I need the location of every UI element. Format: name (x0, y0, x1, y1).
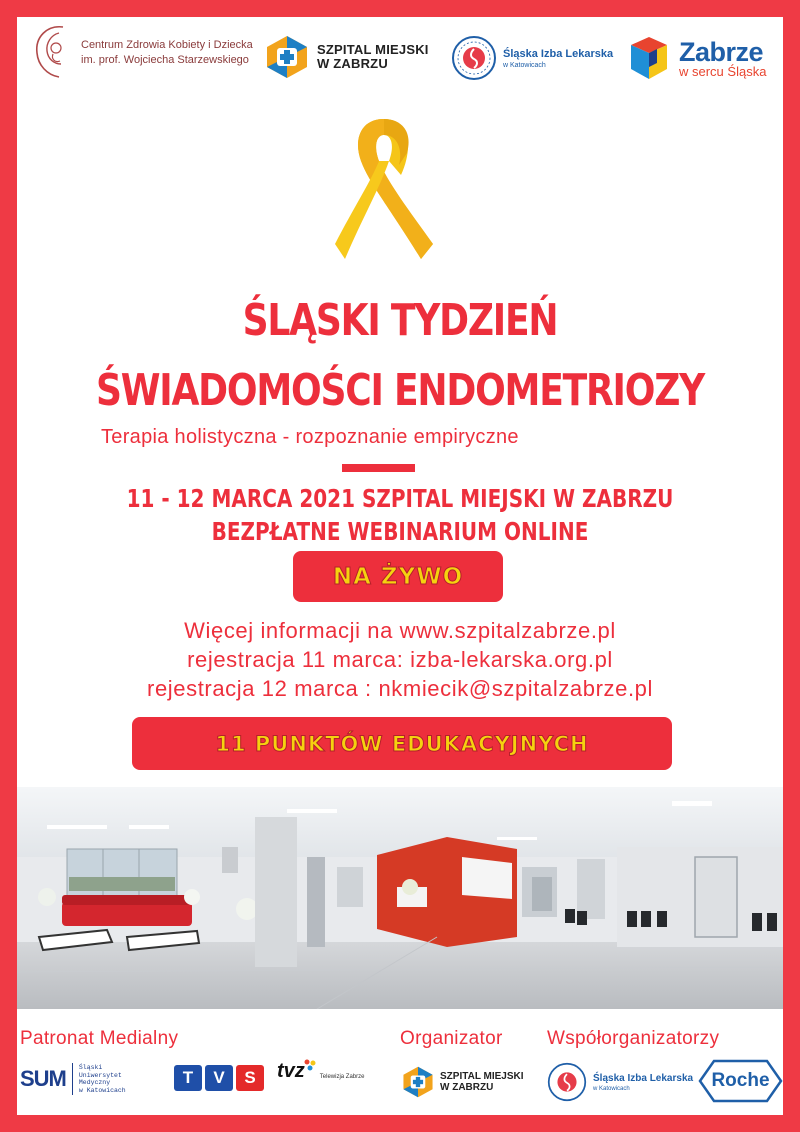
title-line1: ŚLĄSKI TYDZIEŃ (242, 295, 558, 346)
footer-szpital-line2: W ZABRZU (440, 1082, 494, 1093)
izba-seal-icon (451, 35, 497, 81)
info-registration-day2[interactable]: rejestracja 12 marca : nkmiecik@szpitalzabrze.pl (147, 676, 653, 701)
subtitle: Terapia holistyczna - rozpoznanie empiryczne (101, 426, 519, 448)
footer-izba-line2: w Katowicach (593, 1085, 630, 1092)
hospital-lobby-photo (17, 787, 783, 1009)
czkd-line1: Centrum Zdrowia Kobiety i Dziecka (81, 39, 253, 51)
footer-izba-line1: Śląska Izba Lekarska (593, 1072, 694, 1084)
sum-desc3: Medyczny (78, 1079, 111, 1086)
points-badge: 11 PUNKTÓW EDUKACYJNYCH (132, 717, 672, 770)
szpital-miejski-logo (265, 35, 429, 79)
zabrze-tagline: w sercu Śląska (679, 64, 767, 79)
footer-szpital-logo (402, 1066, 524, 1098)
izba-lekarska-logo (451, 35, 613, 81)
poster-sheet (17, 17, 783, 1115)
roche-word: Roche (711, 1070, 770, 1091)
organizator-label: Organizator (400, 1028, 503, 1049)
tvs-letter-v: V (205, 1065, 233, 1091)
izba-line2: w Katowicach (503, 61, 546, 69)
live-badge: NA ŻYWO (293, 551, 503, 602)
mother-child-icon (29, 23, 75, 83)
tvs-letter-t: T (174, 1065, 202, 1091)
event-dates: 11 - 12 MARCA 2021 SZPITAL MIEJSKI W ZABRZU (126, 484, 674, 513)
czkd-line2: im. prof. Wojciecha Starzewskiego (81, 54, 249, 66)
izba-seal-icon (547, 1062, 587, 1102)
title-line2: ŚWIADOMOŚCI ENDOMETRIOZY (95, 365, 705, 416)
header-logos (17, 17, 783, 109)
szpital-line2: W ZABRZU (317, 56, 388, 71)
info-registration-day1[interactable]: rejestracja 11 marca: izba-lekarska.org.pl (187, 647, 613, 672)
tvz-desc: Telewizja Zabrze (319, 1073, 365, 1080)
czkd-logo (29, 23, 253, 83)
hospital-cross-icon (265, 35, 309, 79)
wspolorganizatorzy-label: Współorganizatorzy (547, 1028, 720, 1049)
tvz-logo (277, 1060, 364, 1083)
sum-desc4: w Katowicach (78, 1086, 126, 1094)
sum-word: SUM (20, 1066, 66, 1091)
tvz-word: tvz (277, 1060, 305, 1082)
roche-logo (698, 1059, 783, 1103)
sum-desc1: Śląski (78, 1064, 103, 1071)
sum-desc2: Uniwersytet (78, 1071, 122, 1079)
patronat-label: Patronat Medialny (20, 1028, 179, 1049)
izba-line1: Śląska Izba Lekarska (503, 47, 614, 60)
zabrze-word: Zabrze (679, 37, 764, 67)
info-website[interactable]: Więcej informacji na www.szpitalzabrze.pl (184, 618, 616, 643)
sum-separator (72, 1063, 73, 1095)
zabrze-logo (623, 33, 766, 85)
footer-szpital-line1: SZPITAL MIEJSKI (440, 1071, 524, 1082)
event-format: BEZPŁATNE WEBINARIUM ONLINE (211, 517, 589, 546)
hospital-cross-icon (402, 1066, 434, 1098)
divider (342, 464, 415, 472)
szpital-line1: SZPITAL MIEJSKI (317, 42, 429, 57)
footer-izba-logo (547, 1062, 693, 1102)
sum-logo (20, 1063, 126, 1095)
hospital-lobby-panorama (17, 787, 783, 1009)
tvs-letter-s: S (236, 1065, 264, 1091)
zabrze-cube-icon (623, 33, 675, 85)
tvs-logo (174, 1065, 264, 1091)
tvz-dots-icon (303, 1058, 317, 1074)
awareness-ribbon-icon (331, 109, 437, 285)
